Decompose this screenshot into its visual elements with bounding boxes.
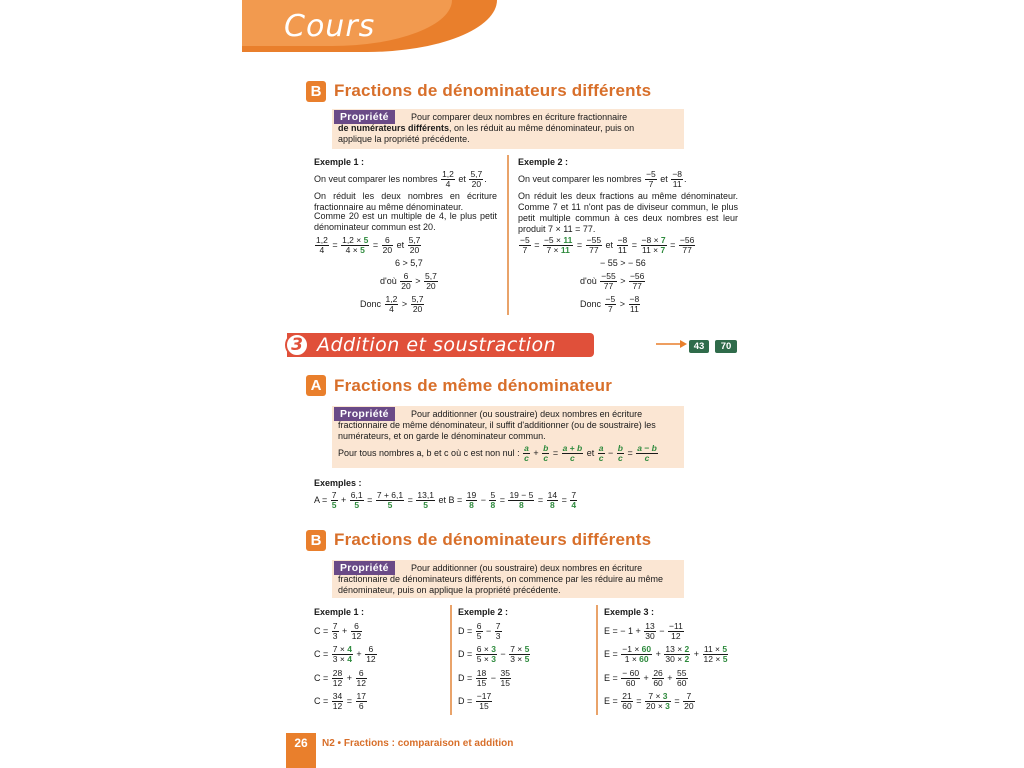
example-1-title: Exemple 1 :: [314, 157, 365, 167]
example-2-title: Exemple 2 :: [518, 157, 569, 167]
property-tag: Propriété: [334, 407, 395, 421]
arrow-right-icon: [656, 338, 688, 350]
property-text-line3: applique la propriété précédente.: [338, 134, 470, 144]
add-example-2-line4: D = $\frac{-17}{15}$: [458, 691, 492, 711]
chapter-number: 3: [285, 333, 309, 357]
exercise-badge-43[interactable]: 43: [689, 340, 709, 353]
add-example-3-line1: E = − 1 + $\frac{13}{30}$ − $\frac{-11}{12}$: [604, 621, 683, 641]
examples-title: Exemples :: [314, 478, 362, 488]
example-1-ineq: 6 > 5,7: [395, 258, 423, 268]
section-heading-a: Fractions de même dénominateur: [334, 376, 613, 395]
add-example-2-line2: D = $\frac{6 \times 3}{5 \times 3}$ − $\frac{7 \times 5}{3 \times 5}$: [458, 644, 530, 664]
property-text-a: Pour additionner (ou soustraire) deux nombres en écriture fractionnaire de même dénominateur, il suffit d'additionner (ou de soustraire) les numérateurs, et on garde le dénominateur commun.: [338, 409, 656, 441]
example-2-intro: On veut comparer les nombres $\frac{-5}{7}$ et $\frac{-8}{11}$ .: [518, 169, 687, 189]
example-2-calc: $\frac{-5}{7}$ = $\frac{-5 \times 11}{7 \times 11}$ = $\frac{-55}{77}$ et $\frac{-8}{11}$ = $\frac{-8 \times 7}{11 \times 7}$ = $\frac{-56}{77}$: [520, 235, 695, 255]
chapter-title: Addition et soustraction: [317, 334, 557, 356]
add-example-2-line1: D = $\frac{6}{5}$ − $\frac{7}{3}$: [458, 621, 501, 641]
property-tag: Propriété: [334, 561, 395, 575]
page-number: 26: [286, 733, 316, 768]
property-formula: Pour tous nombres a, b et c où c est non nul : $\frac{a}{c}$ + $\frac{b}{c}$ = $\frac{a + b}{c}$ et $\frac{a}{c}$ − $\frac{b}{c}$ = $\frac{a - b}{c}$: [338, 443, 657, 463]
add-example-2-line3: D = $\frac{18}{15}$ − $\frac{35}{15}$: [458, 668, 510, 688]
exercise-badge-70[interactable]: 70: [715, 340, 737, 353]
footer-chapter-text: N2 • Fractions : comparaison et addition: [322, 738, 514, 749]
column-divider: [507, 155, 509, 315]
add-example-3-title: Exemple 3 :: [604, 607, 655, 617]
page-title: Cours: [284, 9, 376, 44]
example-2-donc: Donc $\frac{-5}{7}$ > $\frac{-8}{11}$: [580, 294, 640, 314]
example-1-p1: On réduit les deux nombres en écriture fractionnaire au même dénominateur.: [314, 191, 497, 212]
example-1-p2: Comme 20 est un multiple de 4, le plus petit dénominateur commun est 20.: [314, 211, 497, 232]
example-1-calc: $\frac{1,2}{4}$ = $\frac{1,2 \times 5}{4 \times 5}$ = $\frac{6}{20}$ et $\frac{5,7}{20}$: [316, 235, 421, 255]
property-text-b2: Pour additionner (ou soustraire) deux nombres en écriture fractionnaire de dénominateurs différents, on commence par les réduire au même dénominateur, puis on applique la propriété précédente.: [338, 563, 664, 595]
example-1-intro: On veut comparer les nombres $\frac{1,2}{4}$ et $\frac{5,7}{20}$ .: [314, 169, 487, 189]
add-example-3-line2: E = $\frac{-1 \times 60}{1 \times 60}$ + $\frac{13 \times 2}{30 \times 2}$ + $\frac{11 \times 5}{12 \times 5}$: [604, 644, 728, 664]
property-tag: Propriété: [334, 110, 395, 124]
example-1-dou: d'où $\frac{6}{20}$ > $\frac{5,7}{20}$: [380, 271, 437, 291]
examples-line: A = $\frac{7}{5}$ + $\frac{6,1}{5}$ = $\frac{7 + 6,1}{5}$ = $\frac{13,1}{5}$ et B = $\frac{19}{8}$ − $\frac{5}{8}$ = $\frac{19 - 5}{8}$ = $\frac{14}{8}$ = $\frac{7}{4}$: [314, 490, 577, 510]
add-example-3-line4: E = $\frac{21}{60}$ = $\frac{7 \times 3}{20 \times 3}$ = $\frac{7}{20}$: [604, 691, 694, 711]
column-divider: [596, 605, 598, 715]
example-2-dou: d'où $\frac{-55}{77}$ > $\frac{-56}{77}$: [580, 271, 645, 291]
section-letter-a: A: [306, 375, 326, 396]
section-heading-b1: Fractions de dénominateurs différents: [334, 81, 652, 100]
add-example-1-line4: C = $\frac{34}{12}$ = $\frac{17}{6}$: [314, 691, 366, 711]
property-text-line1: Pour comparer deux nombres en écriture fractionnaire: [411, 112, 628, 122]
example-2-p1: On réduit les deux fractions au même dénominateur. Comme 7 et 11 n'ont pas de diviseur commun, le plus petit multiple commun à ces deux nombres est leur produit 7 × 11 = 77.: [518, 191, 738, 234]
section-letter-b2: B: [306, 530, 326, 551]
add-example-3-line3: E = $\frac{- 60}{60}$ + $\frac{26}{60}$ + $\frac{55}{60}$: [604, 668, 687, 688]
add-example-1-line3: C = $\frac{28}{12}$ + $\frac{6}{12}$: [314, 668, 366, 688]
example-2-ineq: − 55 > − 56: [600, 258, 646, 268]
section-heading-b2: Fractions de dénominateurs différents: [334, 530, 652, 549]
add-example-1-line1: C = $\frac{7}{3}$ + $\frac{6}{12}$: [314, 621, 362, 641]
add-example-1-line2: C = $\frac{7 \times 4}{3 \times 4}$ + $\frac{6}{12}$: [314, 644, 376, 664]
add-example-1-title: Exemple 1 :: [314, 607, 365, 617]
example-1-donc: Donc $\frac{1,2}{4}$ > $\frac{5,7}{20}$: [360, 294, 424, 314]
property-text-line2: de numérateurs différents, on les réduit au même dénominateur, puis on: [338, 123, 635, 133]
add-example-2-title: Exemple 2 :: [458, 607, 509, 617]
column-divider: [450, 605, 452, 715]
section-letter-b: B: [306, 81, 326, 102]
